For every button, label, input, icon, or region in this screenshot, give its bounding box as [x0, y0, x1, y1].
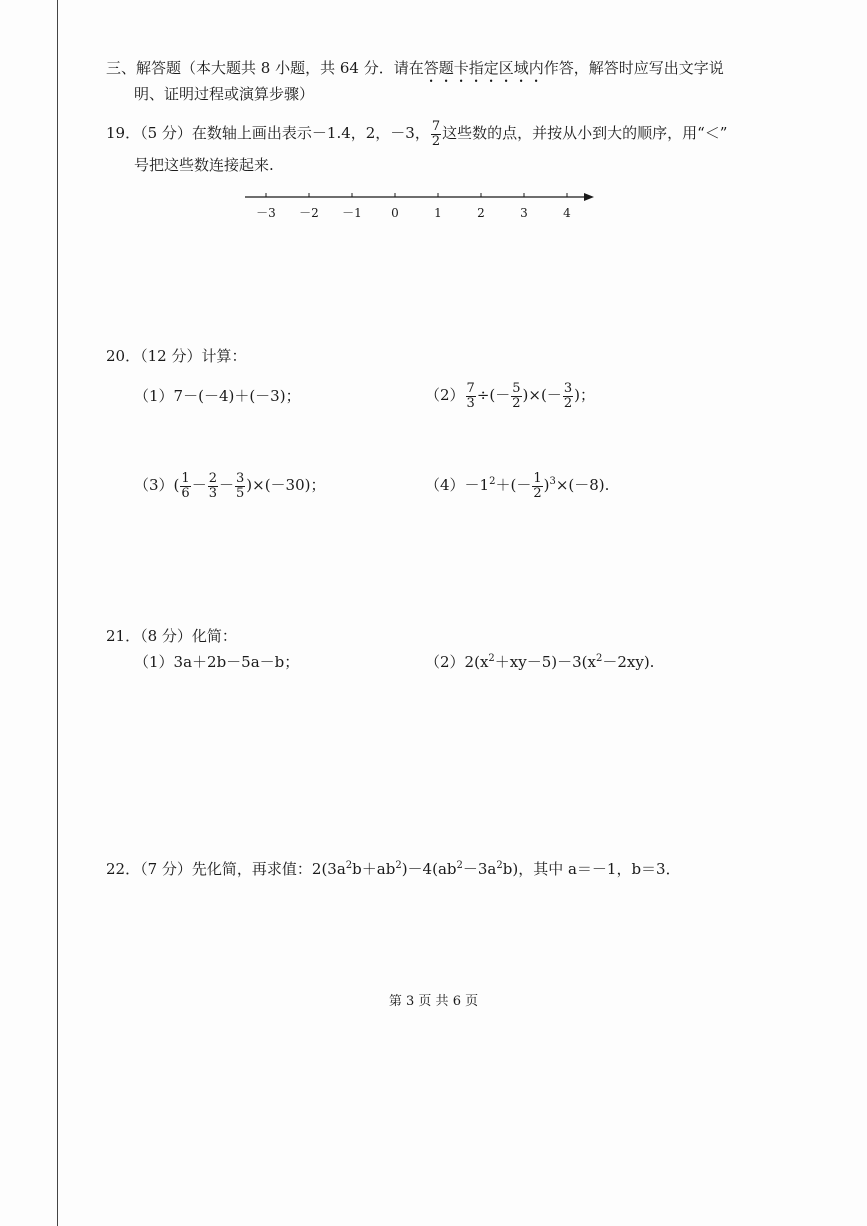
axis-tick-label: 2: [477, 206, 485, 220]
q20-title: 20．（12 分）计算：: [106, 347, 247, 365]
axis-tick-label: 3: [520, 206, 528, 220]
section-header-line1: 三、解答题（本大题共 8 小题，共 64 分．请在答题卡指定区域内作答，解答时应写出文字说: [106, 59, 724, 77]
q21-title: 21．（8 分）化简：: [106, 627, 237, 645]
q22-line: 22．（7 分）先化简，再求值：$2(3a^2b+ab^2)-4(ab^2-3a^2b)$，其中 a＝－1，b＝3．: [106, 860, 681, 878]
q20-part2: （2） $\frac{7}{3}$ ÷(－ $\frac{5}{2}$ )×(－ $\frac{3}{2}$ )；: [425, 380, 595, 411]
q20-part4: $(4)-1^2+(-$ $\frac{1}{2}$ )$^3$×(－8).: [425, 470, 610, 501]
axis-tick-label: －3: [256, 206, 276, 220]
q20-part1: （1）7－(－4)＋(－3)；: [134, 387, 301, 405]
axis-tick-label: 4: [563, 206, 571, 220]
number-line: [240, 185, 600, 225]
axis-tick-label: 1: [434, 206, 442, 220]
axis-tick-label: －2: [299, 206, 319, 220]
axis-tick-label: 0: [391, 206, 399, 220]
q19-line1: 19．（5 分）在数轴上画出表示－1.4，2，－3， $\frac{7}{2}$ 这些数的点，并按从小到大的顺序，用“＜”: [106, 118, 728, 149]
section-header-line2: 明、证明过程或演算步骤）: [134, 85, 315, 103]
q21-part2: $(2)2(x^2+xy-5)-3(x^2-2xy)$.: [425, 653, 655, 671]
q20-part3: （3）( $\frac{1}{6}$ － $\frac{2}{3}$ － $\frac{3}{5}$ )×(－30)；: [134, 470, 326, 501]
axis-tick-label: －1: [342, 206, 362, 220]
q21-part1: （1）3a＋2b－5a－b；: [134, 653, 300, 671]
binding-line: [57, 0, 58, 1226]
q19-line2: 号把这些数连接起来.: [134, 156, 274, 174]
q19-fraction: $\frac{7}{2}$: [431, 118, 441, 149]
page-footer: 第 3 页 共 6 页: [388, 994, 479, 1009]
arrow-right-icon: [584, 193, 594, 201]
